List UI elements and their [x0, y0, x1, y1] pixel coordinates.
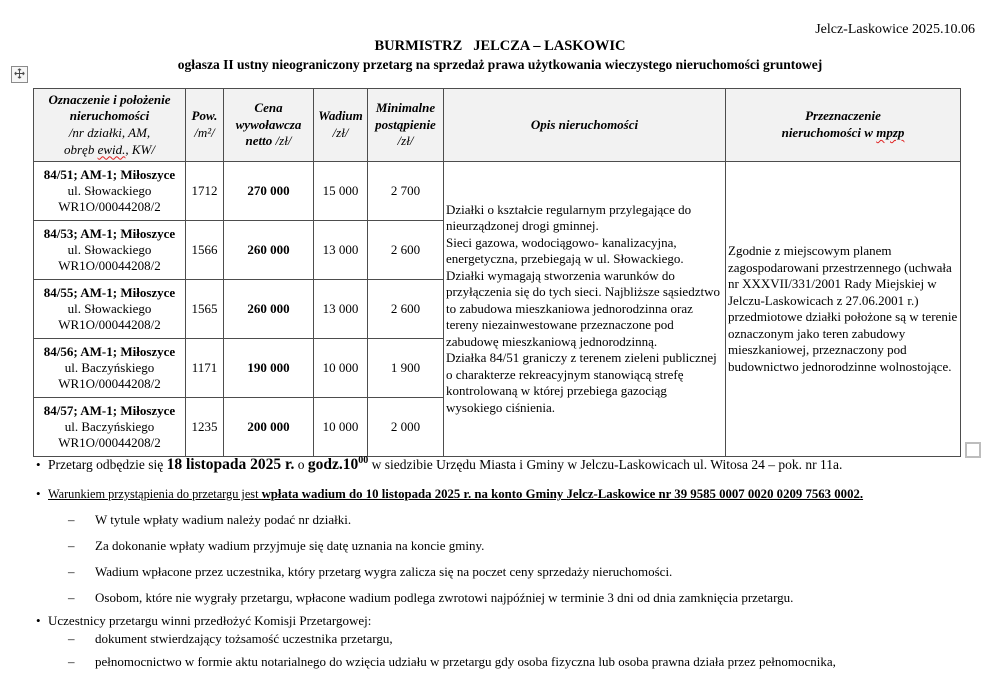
cell-deposit: 10 000	[314, 398, 368, 457]
dash-icon: –	[68, 564, 75, 580]
cell-deposit: 13 000	[314, 280, 368, 339]
plot-street: ul. Słowackiego	[67, 182, 152, 198]
plot-id: 84/55; AM-1; Miłoszyce	[43, 284, 176, 300]
description-line: Sieci gazowa, wodociągowo- kanalizacyjna, energetyczna, przebiegają w ul. Słowackiego.	[446, 234, 684, 267]
table-row	[34, 162, 961, 221]
cell-zoning: Zgodnie z miejscowym planem zagospodarowani przestrzennego (uchwała nr XXXVII/331/2001 Rady Miejskiej w Jelczu-Laskowicach z 27.06.2001 r.) przedmiotowe działki położone są w terenie oznaczonym jako teren zabudowy mieszkaniowej, przeznaczony pod budownictwo jednorodzinne wolnostojące.	[726, 162, 961, 457]
cell-deposit: 10 000	[314, 339, 368, 398]
subnote	[66, 512, 984, 528]
header-designation-line2: nieruchomości	[69, 108, 150, 124]
subnote	[66, 564, 984, 580]
header-area-title: Pow.	[191, 108, 218, 124]
cell-designation	[34, 339, 186, 398]
notice-text: w siedzibie Urzędu Miasta i Gminy w Jelczu-Laskowicach ul. Witosa 24 – pok. nr 11a.	[368, 457, 843, 473]
notices-section	[36, 455, 984, 670]
header-designation-line4b: ewid.	[97, 141, 126, 157]
plot-id: 84/53; AM-1; Miłoszyce	[43, 225, 176, 241]
header-designation-line4c: , KW/	[125, 141, 156, 157]
cell-deposit: 13 000	[314, 221, 368, 280]
subnote-text: dokument stwierdzający tożsamość uczestnika przetargu,	[95, 631, 393, 647]
header-zoning-line1: Przeznaczenie	[805, 108, 881, 124]
description-line: Działki o kształcie regularnym przylegające do nieurządzonej drogi gminnej.	[446, 201, 692, 234]
page-subtitle: ogłasza II ustny nieograniczony przetarg na sprzedaż prawa użytkowania wieczystego nieruchomości gruntowej	[177, 57, 823, 72]
plot-street: ul. Słowackiego	[67, 300, 152, 316]
subnote-text: Osobom, które nie wygrały przetargu, wpłacone wadium podlega zwrotowi najpóźniej w terminie 3 dni od dnia zamknięcia przetargu.	[95, 590, 794, 606]
cell-increment: 1 900	[368, 339, 444, 398]
header-designation-line3: /nr działki, AM,	[68, 125, 151, 140]
plot-kw: WR1O/00044208/2	[58, 317, 161, 333]
cell-increment: 2 000	[368, 398, 444, 457]
cell-deposit: 15 000	[314, 162, 368, 221]
cell-designation	[34, 280, 186, 339]
cell-area: 1566	[186, 221, 224, 280]
deposit-deadline-bold: wpłata wadium do 10 listopada 2025 r. na konto Gminy Jelcz-Laskowice nr 39 9585 0007 0020 0209 7563 0002.	[261, 487, 864, 502]
bullet-icon: •	[36, 486, 41, 502]
auction-time-bold	[308, 456, 368, 473]
header-zoning-line2b: mpzp	[876, 125, 905, 140]
header-increment	[368, 89, 444, 162]
subnote	[66, 654, 984, 670]
notice-text: Przetarg odbędzie się	[48, 457, 167, 473]
cell-description	[444, 162, 726, 457]
page-title: BURMISTRZ JELCZA – LASKOWIC	[374, 38, 626, 54]
header-zoning	[726, 89, 961, 162]
notice-text: Warunkiem przystąpienia do przetargu jest	[48, 487, 262, 502]
auction-date-bold: 18 listopada 2025 r.	[166, 456, 295, 474]
plot-kw: WR1O/00044208/2	[58, 199, 161, 215]
notice-participants	[36, 613, 984, 629]
cell-price: 270 000	[224, 162, 314, 221]
header-area	[186, 89, 224, 162]
auction-time-sup: 00	[358, 455, 369, 466]
header-designation-line4a: obręb	[63, 141, 98, 157]
description-line: Działki wymagają stworzenia warunków do przyłączenia się do tych sieci. Najbliższe sąsiedztwo to zabudowa mieszkaniowa jednorodzinna oraz tereny niezainwestowane przeznaczone pod zabudowę mieszkaniową jednorodzinną.	[446, 267, 720, 349]
header-price	[224, 89, 314, 162]
header-designation-line1: Oznaczenie i położenie	[48, 91, 171, 107]
plot-street: ul. Słowackiego	[67, 241, 152, 257]
notice-text: Uczestnicy przetargu winni przedłożyć Komisji Przetargowej:	[48, 613, 372, 629]
notice-deposit-condition	[36, 486, 984, 502]
auction-time: godz.10	[307, 456, 359, 474]
subnote	[66, 590, 984, 606]
auction-table	[33, 88, 961, 457]
dash-icon: –	[68, 512, 75, 528]
header-designation	[34, 89, 186, 162]
plot-street: ul. Baczyńskiego	[64, 418, 155, 434]
cell-price: 260 000	[224, 280, 314, 339]
notice-text: o	[294, 457, 308, 473]
cell-designation	[34, 398, 186, 457]
subnote-text: Wadium wpłacone przez uczestnika, który przetarg wygra zalicza się na poczet ceny sprzedaży nieruchomości.	[95, 564, 673, 580]
dash-icon: –	[68, 631, 75, 647]
cell-price: 190 000	[224, 339, 314, 398]
dash-icon: –	[68, 538, 75, 554]
header-increment-title: Minimalne postąpienie	[375, 100, 436, 132]
plot-street: ul. Baczyńskiego	[64, 359, 155, 375]
header-area-unit: /m²/	[194, 125, 215, 140]
header-zoning-line2a: nieruchomości w	[781, 125, 877, 140]
cell-designation	[34, 162, 186, 221]
header-increment-unit: /zł/	[397, 133, 414, 149]
bullet-icon: •	[36, 613, 41, 629]
subnote	[66, 631, 984, 647]
cell-area: 1565	[186, 280, 224, 339]
header-description-title: Opis nieruchomości	[530, 116, 639, 132]
dash-icon: –	[68, 590, 75, 606]
plot-id: 84/51; AM-1; Miłoszyce	[43, 166, 176, 182]
header-deposit-title: Wadium	[318, 108, 363, 124]
header-price-title: Cena wywoławcza netto	[235, 100, 302, 149]
subnote-text: pełnomocnictwo w formie aktu notarialnego do wzięcia udziału w przetargu gdy osoba fizyczna lub osoba prawna działa przez pełnomocnika,	[95, 654, 836, 670]
cell-area: 1712	[186, 162, 224, 221]
plot-kw: WR1O/00044208/2	[58, 258, 161, 274]
subnote-text: Za dokonanie wpłaty wadium przyjmuje się datę uznania na koncie gminy.	[95, 538, 485, 554]
notice-auction-date	[36, 455, 984, 474]
header-description	[444, 89, 726, 162]
plot-kw: WR1O/00044208/2	[58, 435, 161, 451]
plot-id: 84/56; AM-1; Miłoszyce	[43, 343, 176, 359]
table-move-handle[interactable]	[11, 66, 28, 83]
subnote	[66, 538, 984, 554]
cell-area: 1235	[186, 398, 224, 457]
header-price-unit: /zł/	[272, 133, 292, 149]
description-line: Działka 84/51 graniczy z terenem zieleni publicznej o charakterze rekreacyjnym stanowiącą strefę kontrolowaną w której przebiega gazociąg wysokiego ciśnienia.	[446, 350, 717, 415]
bullet-icon: •	[36, 457, 41, 473]
move-cross-icon	[14, 66, 25, 84]
cell-increment: 2 600	[368, 280, 444, 339]
cell-designation	[34, 221, 186, 280]
cell-price: 200 000	[224, 398, 314, 457]
plot-kw: WR1O/00044208/2	[58, 376, 161, 392]
subnote-text: W tytule wpłaty wadium należy podać nr działki.	[95, 512, 352, 528]
header-deposit-unit: /zł/	[332, 125, 349, 140]
cell-increment: 2 600	[368, 221, 444, 280]
table-header-row	[34, 89, 961, 162]
dash-icon: –	[68, 654, 75, 670]
cell-area: 1171	[186, 339, 224, 398]
cell-increment: 2 700	[368, 162, 444, 221]
plot-id: 84/57; AM-1; Miłoszyce	[43, 402, 176, 418]
cell-price: 260 000	[224, 221, 314, 280]
header-deposit	[314, 89, 368, 162]
date-line: Jelcz-Laskowice 2025.10.06	[815, 22, 975, 37]
deposit-subnotes	[36, 512, 984, 606]
